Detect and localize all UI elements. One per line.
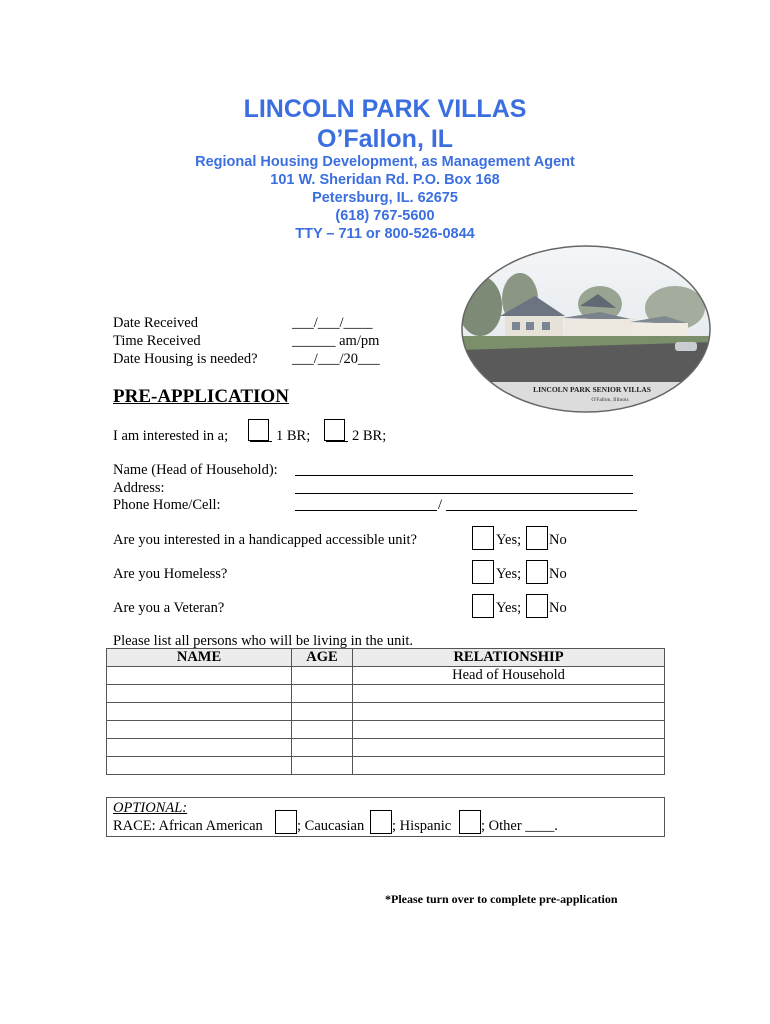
name-field[interactable]: [295, 475, 633, 476]
address-field[interactable]: [295, 493, 633, 494]
table-cell[interactable]: [292, 667, 353, 685]
table-cell[interactable]: [353, 739, 665, 757]
date-needed-label: Date Housing is needed?: [113, 351, 258, 367]
table-cell[interactable]: [353, 757, 665, 775]
table-cell[interactable]: [107, 739, 292, 757]
table-row: [107, 703, 665, 721]
table-cell[interactable]: [107, 721, 292, 739]
table-cell[interactable]: [292, 739, 353, 757]
date-needed-field[interactable]: ___/___/20___: [292, 351, 380, 367]
phone-separator: /: [438, 497, 443, 513]
column-relationship: RELATIONSHIP: [353, 649, 665, 667]
date-received-label: Date Received: [113, 315, 198, 331]
accessible-yes-checkbox[interactable]: [472, 526, 494, 550]
page-title: LINCOLN PARK VILLAS: [243, 95, 527, 123]
race-label: RACE: African American: [113, 818, 263, 834]
question-accessible: Are you interested in a handicapped accessible unit?: [113, 532, 417, 548]
table-cell[interactable]: [292, 703, 353, 721]
location-title: O’Fallon, IL: [316, 125, 454, 153]
accessible-no-label: No: [549, 532, 567, 548]
table-cell[interactable]: [353, 721, 665, 739]
phone-label: Phone Home/Cell:: [113, 497, 221, 513]
one-bedroom-label: 1 BR;: [276, 428, 311, 444]
section-title: PRE-APPLICATION: [113, 386, 289, 407]
question-veteran: Are you a Veteran?: [113, 600, 225, 616]
household-table: [106, 648, 665, 775]
homeless-no-checkbox[interactable]: [526, 560, 548, 584]
underline: [250, 441, 272, 442]
optional-label: OPTIONAL:: [113, 800, 188, 816]
column-name: NAME: [107, 649, 292, 667]
hispanic-label: ; Hispanic: [392, 818, 452, 834]
household-intro: Please list all persons who will be living in the unit.: [113, 633, 414, 649]
table-cell-relationship: Head of Household: [353, 667, 665, 685]
time-received-field[interactable]: ______ am/pm: [292, 333, 380, 349]
accessible-yes-label: Yes;: [496, 532, 522, 548]
name-label: Name (Head of Household):: [113, 462, 278, 478]
table-row: [107, 721, 665, 739]
address-line-1: 101 W. Sheridan Rd. P.O. Box 168: [270, 172, 500, 188]
tty-number: TTY – 711 or 800-526-0844: [295, 226, 475, 242]
address-label: Address:: [113, 480, 165, 496]
table-cell[interactable]: [292, 721, 353, 739]
time-received-label: Time Received: [113, 333, 201, 349]
veteran-yes-label: Yes;: [496, 600, 522, 616]
veteran-no-checkbox[interactable]: [526, 594, 548, 618]
photo-caption-sub: O'Fallon, Illinois: [591, 397, 629, 403]
management-agent: Regional Housing Development, as Management Agent: [195, 154, 575, 170]
homeless-yes-label: Yes;: [496, 566, 522, 582]
one-bedroom-checkbox[interactable]: [248, 419, 269, 441]
african-american-checkbox[interactable]: [275, 810, 297, 834]
veteran-yes-checkbox[interactable]: [472, 594, 494, 618]
two-bedroom-label: 2 BR;: [352, 428, 387, 444]
column-age: AGE: [292, 649, 353, 667]
table-cell[interactable]: [292, 757, 353, 775]
date-received-field[interactable]: ___/___/____: [292, 315, 373, 331]
phone-cell-field[interactable]: [446, 510, 637, 511]
table-cell[interactable]: [107, 757, 292, 775]
table-header-row: [107, 649, 665, 667]
homeless-no-label: No: [549, 566, 567, 582]
accessible-no-checkbox[interactable]: [526, 526, 548, 550]
other-label[interactable]: ; Other ____.: [481, 818, 558, 834]
interest-label: I am interested in a;: [113, 428, 229, 444]
hispanic-checkbox[interactable]: [459, 810, 481, 834]
table-cell[interactable]: [107, 667, 292, 685]
table-cell[interactable]: [107, 703, 292, 721]
caucasian-label: ; Caucasian: [297, 818, 365, 834]
photo-caption-title: LINCOLN PARK SENIOR VILLAS: [533, 385, 651, 394]
phone-home-field[interactable]: [295, 510, 437, 511]
table-row: [107, 685, 665, 703]
phone-number: (618) 767-5600: [335, 208, 435, 224]
table-cell[interactable]: [353, 685, 665, 703]
homeless-yes-checkbox[interactable]: [472, 560, 494, 584]
footer-note: *Please turn over to complete pre-application: [385, 892, 618, 906]
underline: [326, 441, 348, 442]
table-cell[interactable]: [353, 703, 665, 721]
veteran-no-label: No: [549, 600, 567, 616]
table-row: [107, 667, 665, 685]
question-homeless: Are you Homeless?: [113, 566, 228, 582]
caucasian-checkbox[interactable]: [370, 810, 392, 834]
table-row: [107, 757, 665, 775]
table-cell[interactable]: [107, 685, 292, 703]
building-photo: [460, 244, 712, 414]
address-line-2: Petersburg, IL. 62675: [312, 190, 458, 206]
table-row: [107, 739, 665, 757]
table-cell[interactable]: [292, 685, 353, 703]
two-bedroom-checkbox[interactable]: [324, 419, 345, 441]
